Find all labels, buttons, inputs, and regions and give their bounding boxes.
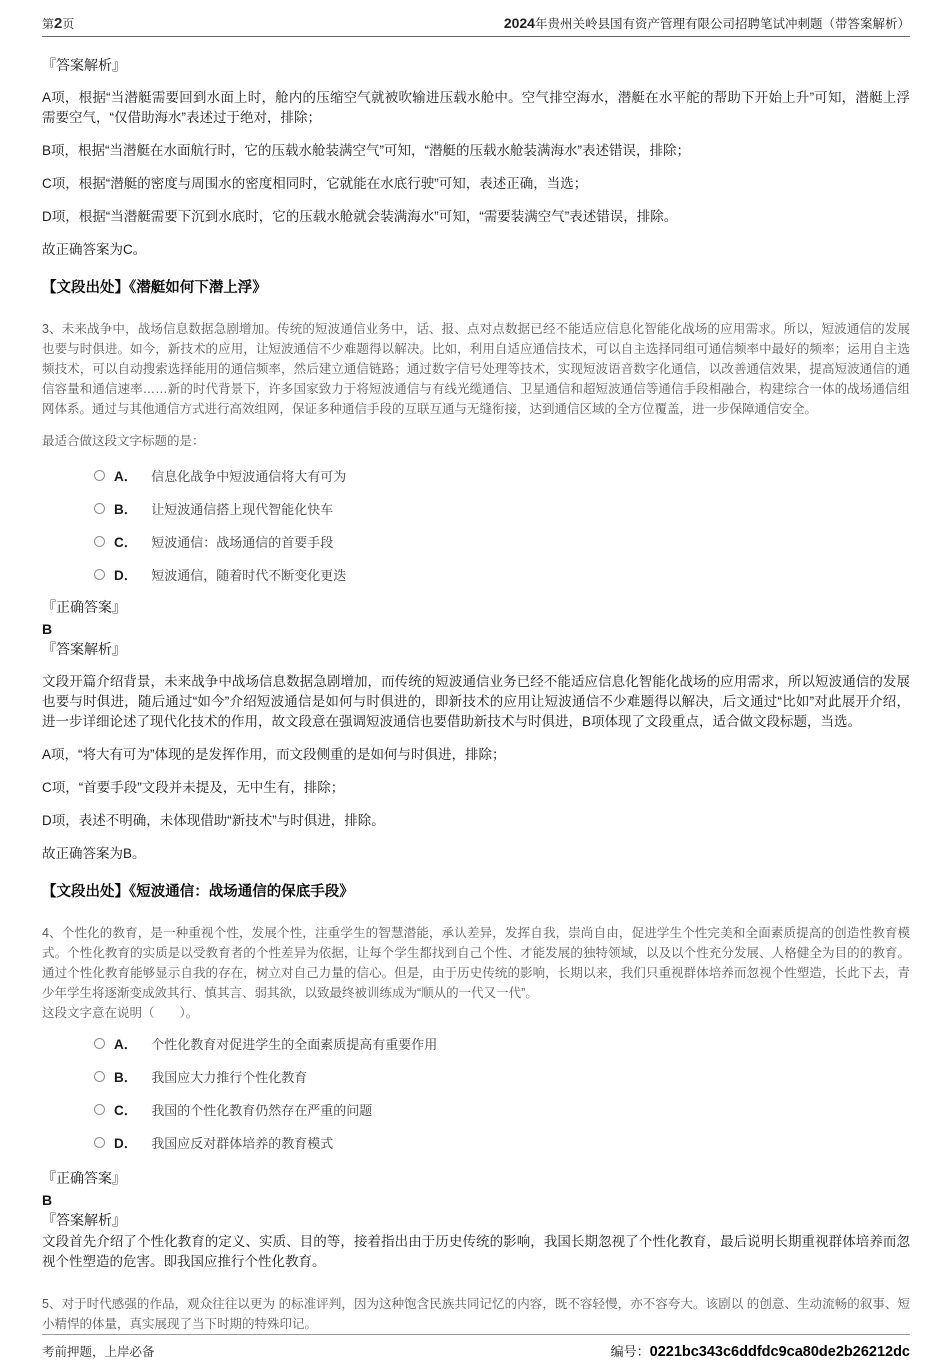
conclusion-line: 故正确答案为B。	[42, 846, 146, 861]
radio-icon[interactable]	[94, 1137, 105, 1148]
doc-title	[504, 14, 910, 32]
analysis-paragraph: B项，根据“当潜艇在水面航行时，它的压载水舱装满空气”可知，“潜艇的压载水舱装满海水”表述错误，排除；	[42, 143, 690, 158]
option-label: B．	[114, 502, 138, 517]
option-label: A．	[114, 1037, 138, 1052]
option-text: 我国应大力推行个性化教育	[151, 1069, 308, 1085]
question-stem: 4、个性化的教育，是一种重视个性，发展个性，注重学生的智慧潜能，承认差异，发挥自我，崇尚自由，促进学生个性完美和全面素质提高的创造性教育模式。个性化教育的实质是以受教育者的个性差异为依据，让每个学生都找到自己个性、才能发展的独特领域，以及以个性充分发展、人格健全为目的的教育。通过个性化教育能够显示自我的存在，树立对自己力量的信心。但是，由于历史传统的影响，长期以来，我们只重视群体培养而忽视个性塑造，长此下去，青少年学生将逐渐变成敛其行、慎其言、弱其欲，以致最终被训练成为“顺从的一代又一代”。	[42, 926, 910, 1000]
radio-icon[interactable]	[94, 1104, 105, 1115]
option-label: A．	[114, 469, 138, 484]
analysis-paragraph: A项，根据“当潜艇需要回到水面上时，舱内的压缩空气就被吹输进压载水舱中。空气排空海水，潜艇在水平舵的帮助下开始上升”可知，潜艇上浮需要空气，“仅借助海水”表述过于绝对，排除；	[42, 90, 910, 125]
option-text: 让短波通信搭上现代智能化快车	[151, 501, 334, 517]
source-line: 【文段出处】《短波通信：战场通信的保底手段》	[42, 884, 354, 900]
option-label: C．	[114, 1103, 138, 1118]
doc-id-label: 编号：	[610, 1344, 650, 1359]
option-text: 我国应反对群体培养的教育模式	[151, 1135, 334, 1151]
analysis-paragraph: 文段开篇介绍背景，未来战争中战场信息数据急剧增加，而传统的短波通信业务已经不能适应信息化智能化战场的应用需求，所以短波通信的发展也要与时俱进，随后通过“如今”介绍短波通信是如何与时俱进的，即新技术的应用让短波通信不少难题得以解决，后文通过“比如”对此展开介绍，进一步详细论述了现代化技术的作用，故文段意在强调短波通信也要借助新技术与时俱进，B项体现了文段重点，适合做文段标题，当选。	[42, 674, 910, 729]
analysis-paragraph: D项，根据“当潜艇需要下沉到水底时，它的压载水舱就会装满海水”可知，“需要装满空气”表述错误，排除。	[42, 209, 678, 224]
analysis-paragraph: C项，根据“潜艇的密度与周围水的密度相同时，它就能在水底行驶”可知，表述正确，当选；	[42, 176, 588, 191]
radio-icon[interactable]	[94, 1038, 105, 1049]
option-row-c[interactable]	[94, 1099, 910, 1119]
correct-answer-letter: B	[42, 621, 53, 637]
option-row-b[interactable]	[94, 1066, 910, 1086]
options-group	[42, 465, 910, 584]
page-number-prefix: 第	[42, 17, 55, 31]
option-row-a[interactable]	[94, 1033, 910, 1053]
question-5-section	[42, 1294, 910, 1334]
page-footer	[42, 1334, 910, 1360]
question-3-section	[42, 319, 910, 901]
question-4-section	[42, 923, 910, 1272]
radio-icon[interactable]	[94, 503, 105, 514]
option-row-c[interactable]	[94, 531, 910, 551]
page-number-suffix: 页	[62, 17, 75, 31]
option-row-b[interactable]	[94, 498, 910, 518]
option-row-d[interactable]	[94, 1132, 910, 1152]
analysis-paragraph: 文段首先介绍了个性化教育的定义、实质、目的等，接着指出由于历史传统的影响，我国长期忽视了个性化教育，最后说明长期重视群体培养而忽视个性塑造的危害。即我国应推行个性化教育。	[42, 1234, 910, 1269]
option-label: D．	[114, 568, 138, 583]
answer-analysis-header: 『答案解析』	[42, 1214, 126, 1229]
analysis-paragraph: A项，“将大有可为”体现的是发挥作用，而文段侧重的是如何与时俱进，排除；	[42, 747, 506, 762]
correct-answer-header: 『正确答案』	[42, 601, 126, 616]
option-text: 我国的个性化教育仍然存在严重的问题	[151, 1102, 373, 1118]
question-stem: 3、未来战争中，战场信息数据急剧增加。传统的短波通信业务中，话、报、点对点数据已经不能适应信息化智能化战场的应用需求。所以，短波通信的发展也要与时俱进。如今，新技术的应用，让短波通信不少难题得以解决。比如，利用自适应通信技术，可以自主选择同组可通信频率中最好的频率；运用自主选频技术，可以自动搜索选择能用的通信频率，然后建立通信链路；通过数字信号处理等技术，实现短波语音数字化通信，以改善通信效果，提高短波通信的通信容量和通信速率……新的时代背景下，许多国家致力于将短波通信与有线光缆通信、卫星通信和超短波通信等通信手段相融合，构建综合一体的战场通信组网体系。通过与其他通信方式进行高效组网，保证多种通信手段的互联互通与无缝衔接，达到通信区域的全方位覆盖，进一步保障通信安全。	[42, 322, 910, 416]
radio-icon[interactable]	[94, 1071, 105, 1082]
radio-icon[interactable]	[94, 470, 105, 481]
option-label: C．	[114, 535, 138, 550]
radio-icon[interactable]	[94, 569, 105, 580]
page-number-value: 2	[54, 15, 63, 32]
question-2-analysis-section	[42, 41, 910, 297]
source-line: 【文段出处】《潜艇如何下潜上浮》	[42, 280, 267, 296]
radio-icon[interactable]	[94, 536, 105, 547]
option-row-a[interactable]	[94, 465, 910, 485]
option-text: 短波通信，随着时代不断变化更迭	[151, 567, 347, 583]
option-label: D．	[114, 1136, 138, 1151]
answer-analysis-header: 『答案解析』	[42, 59, 126, 74]
question-prompt: 最适合做这段文字标题的是：	[42, 434, 205, 448]
analysis-paragraph: C项，“首要手段”文段并未提及，无中生有，排除；	[42, 780, 345, 795]
correct-answer-header: 『正确答案』	[42, 1172, 126, 1187]
page-number	[42, 15, 74, 32]
options-group	[42, 1033, 910, 1152]
footer-slogan: 考前押题，上岸必备	[42, 1345, 155, 1359]
question-prompt: 这段文字意在说明（ ）。	[42, 1006, 199, 1020]
correct-answer-letter: B	[42, 1192, 53, 1208]
doc-title-text: 年贵州关岭县国有资产管理有限公司招聘笔试冲刺题（带答案解析）	[534, 17, 910, 31]
question-stem: 5、对于时代感强的作品，观众往往以更为 的标准评判，因为这种饱含民族共同记忆的内容，既不容轻慢，亦不容夸大。该剧以 的创意、生动流畅的叙事、短小精悍的体量，真实展现了当下时期的特殊印记。	[42, 1297, 910, 1331]
doc-title-year: 2024	[503, 15, 535, 31]
page-header	[42, 14, 910, 37]
option-text: 信息化战争中短波通信将大有可为	[151, 468, 347, 484]
option-text: 个性化教育对促进学生的全面素质提高有重要作用	[151, 1036, 438, 1052]
doc-id-value: 0221bc343c6ddfdc9ca80de2b26212dc	[649, 1344, 910, 1360]
option-label: B．	[114, 1070, 138, 1085]
analysis-paragraph: D项，表述不明确，未体现借助“新技术”与时俱进，排除。	[42, 813, 385, 828]
doc-id	[611, 1341, 910, 1360]
option-row-d[interactable]	[94, 564, 910, 584]
option-text: 短波通信：战场通信的首要手段	[151, 534, 334, 550]
conclusion-line: 故正确答案为C。	[42, 242, 147, 257]
answer-analysis-header: 『答案解析』	[42, 643, 126, 658]
